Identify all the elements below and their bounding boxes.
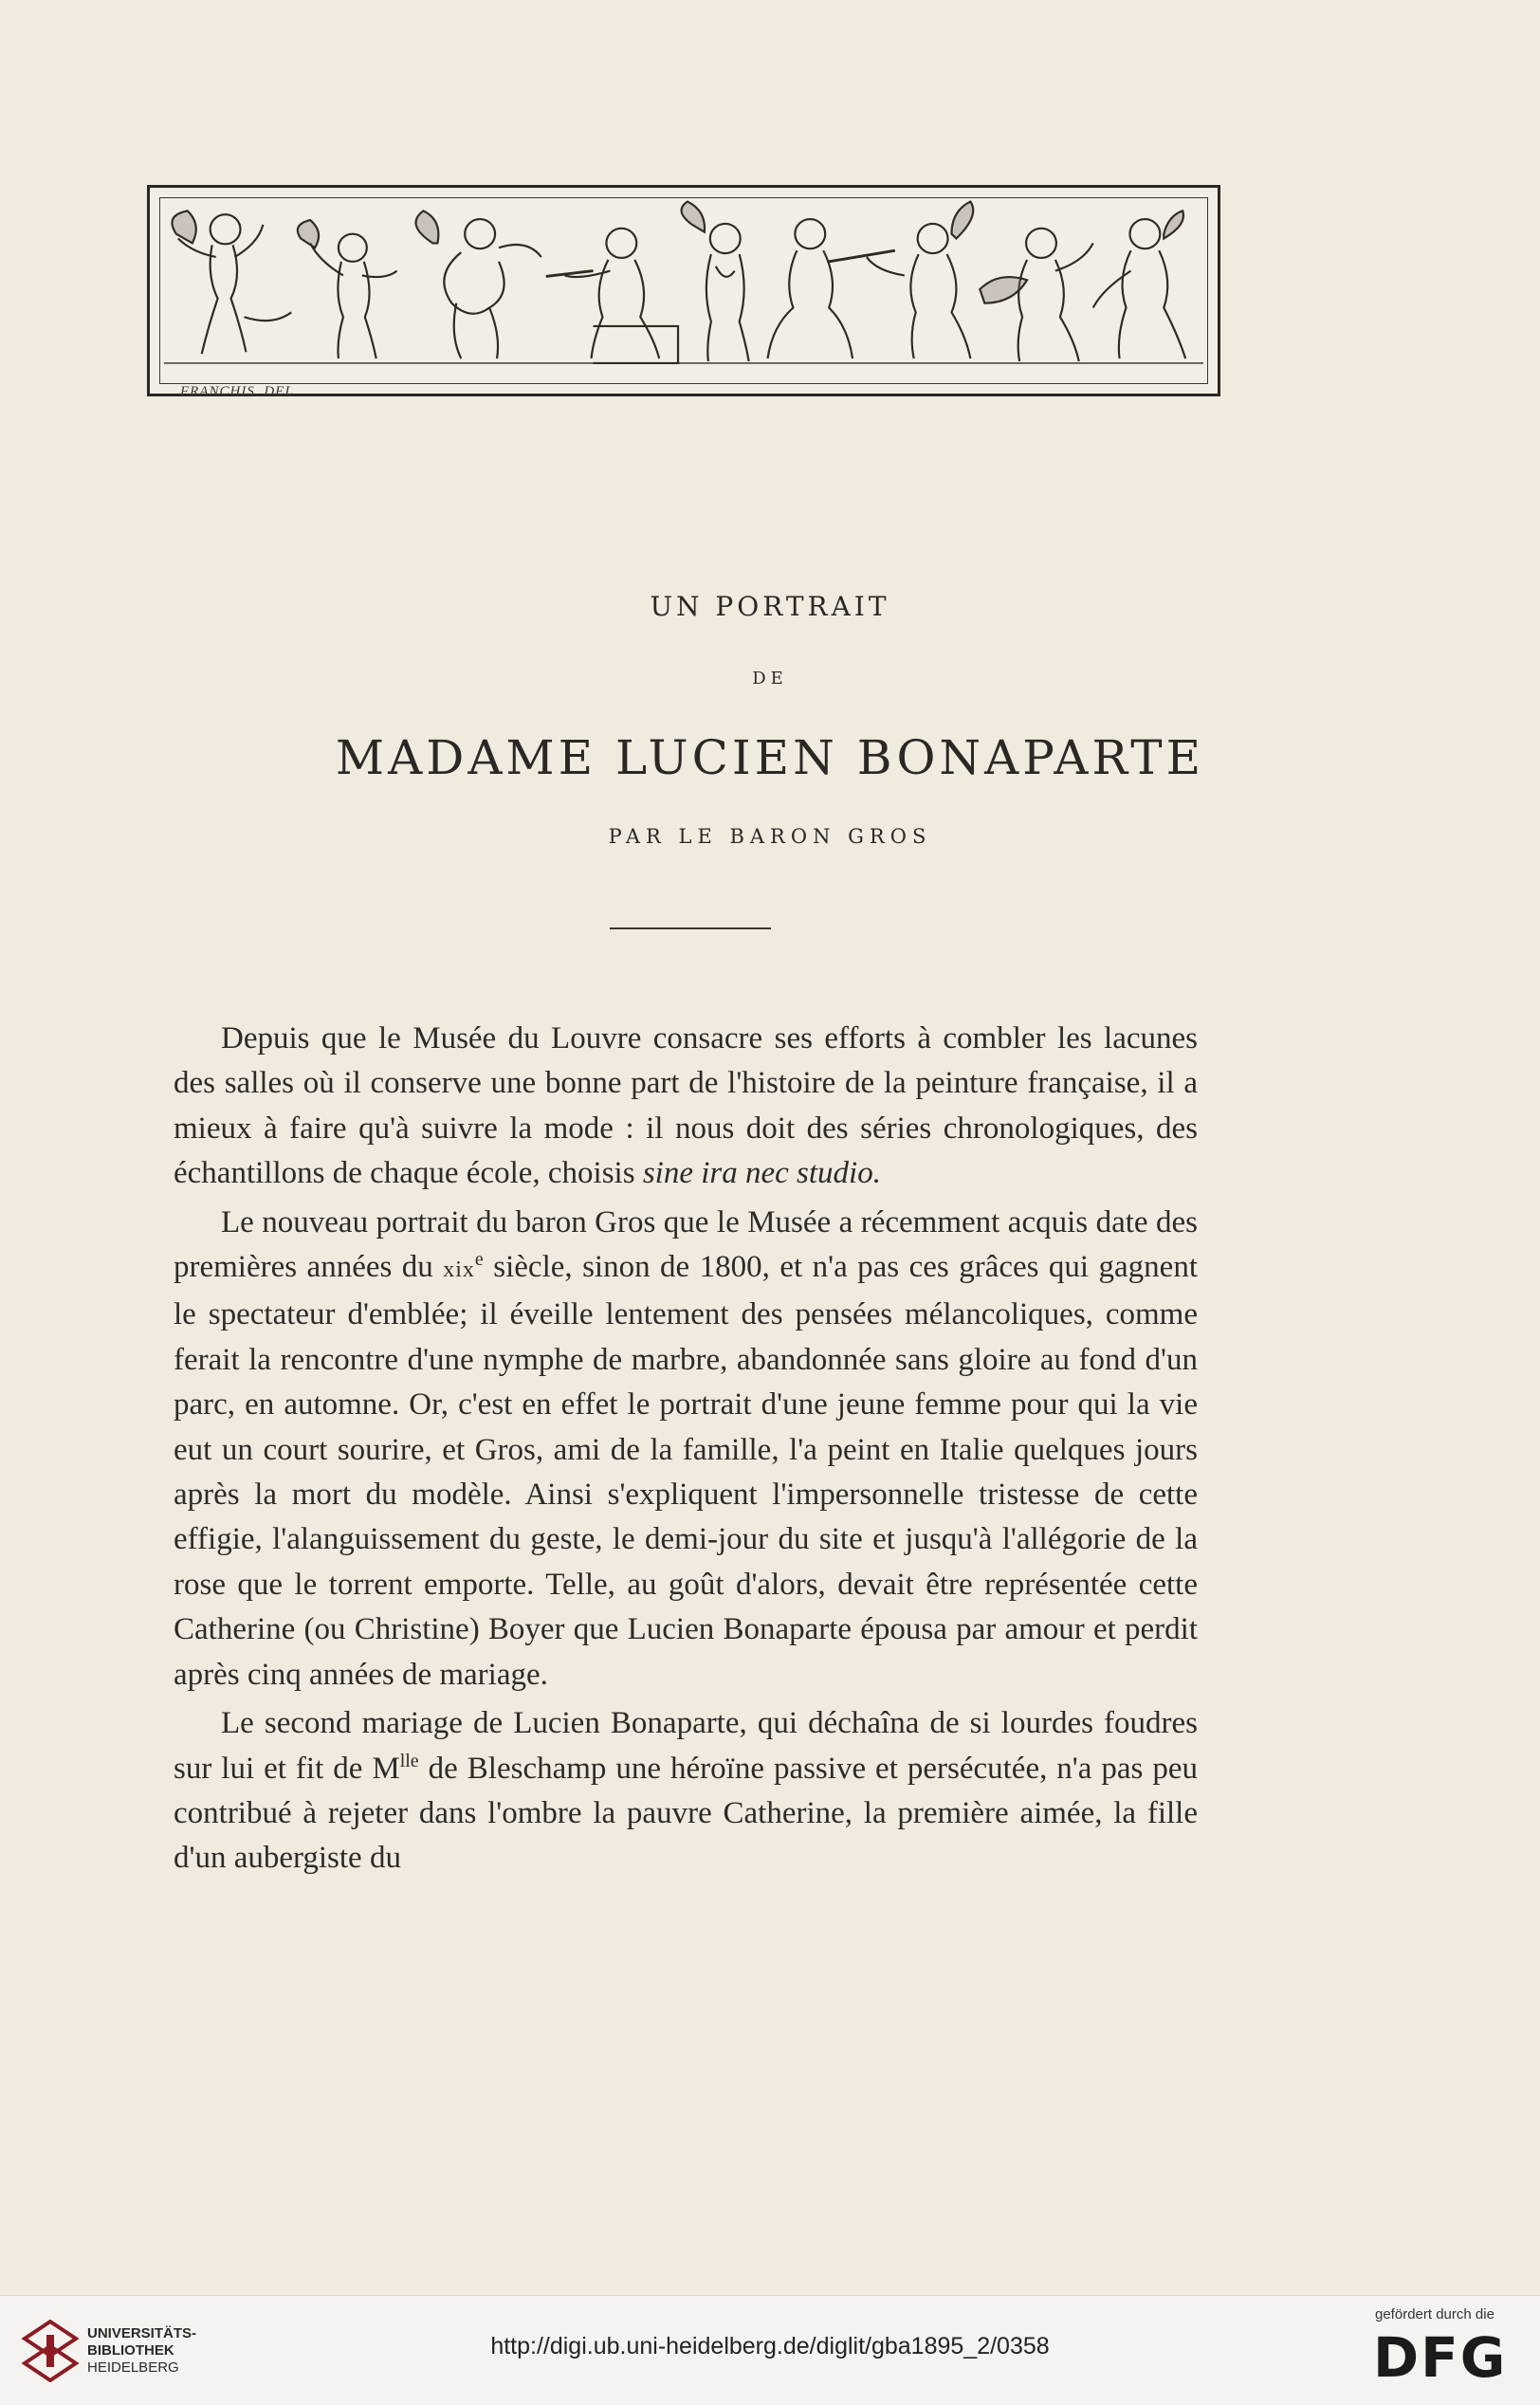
- dfg-logo: DFG: [1373, 2325, 1508, 2390]
- putto-9: [1093, 211, 1185, 358]
- permalink-url[interactable]: http://digi.ub.uni-heidelberg.de/diglit/gba1895_2/0358: [490, 2333, 1050, 2359]
- title-divider: [610, 927, 771, 929]
- library-name: UNIVERSITÄTS- BIBLIOTHEK HEIDELBERG: [87, 2325, 197, 2376]
- putto-5: [682, 202, 749, 361]
- putto-2: [298, 220, 397, 358]
- paragraph-2: Le nouveau portrait du baron Gros que le Musée a récemment acquis date des premières années du xix$^e$ siècle, sinon de 1800, et n'a pas ces grâces qui gagnent le spectateur d'emblée; il éveille lentement des pensées mélancoliques, comme ferait la rencontre d'une nymphe de marbre, abandonnée sans gloire au fond d'un parc, en automne. Or, c'est en effet le portrait d'une jeune femme pour qui la vie eut un court sourire, et Gros, ami de la famille, l'a peint en Italie quelques jours après la mort du modèle. Ainsi s'expliquent l'impersonnelle tristesse de cette effigie, l'alanguissement du geste, le demi-jour du site et jusqu'à l'allégorie de la rose que le torrent emporte. Telle, au goût d'alors, devait être représentée cette Catherine (ou Christine) Boyer que Lucien Bonaparte épousa par amour et perdit après cinq années de mariage.: [174, 1204, 1198, 1692]
- article-byline: PAR LE BARON GROS: [608, 825, 932, 848]
- funder-label: gefördert durch die: [1375, 2306, 1494, 2322]
- putto-8: [980, 229, 1092, 361]
- latin-phrase: sine ira nec studio.: [642, 1156, 881, 1191]
- putto-3: [416, 211, 541, 358]
- putto-7: [867, 202, 973, 358]
- paragraph-3: Le second mariage de Lucien Bonaparte, qui déchaîna de si lourdes foudres sur lui et fit de $M^{lle}$ de Bleschamp une héroïne passive et persécutée, n'a pas peu contribué à rejeter dans l'ombre la pauvre Catherine, la première aimée, la fille d'un aubergiste du: [174, 1706, 1198, 1876]
- illustrator-signature: FRANCHIS. DEL: [180, 384, 294, 399]
- putti-engraving: [150, 188, 1218, 394]
- title-line-1: UN PORTRAIT: [650, 591, 890, 622]
- century-numeral: xix: [443, 1258, 475, 1283]
- putto-6: [768, 219, 895, 358]
- putto-1: [172, 211, 291, 354]
- article-title: MADAME LUCIEN BONAPARTE: [335, 730, 1205, 785]
- putto-4: [546, 229, 678, 363]
- paragraph-1: Depuis que le Musée du Louvre consacre ses efforts à combler les lacunes des salles où il conserve une bonne part de l'histoire de la peinture française, il a mieux à faire qu'à suivre la mode : il nous doit des séries chronologiques, des échantillons de chaque école, choisis sine ira nec studio.: [174, 1021, 1198, 1191]
- article-body: [174, 1017, 1198, 1885]
- title-line-2: DE: [752, 669, 788, 688]
- decorative-frieze-illustration: [147, 185, 1220, 396]
